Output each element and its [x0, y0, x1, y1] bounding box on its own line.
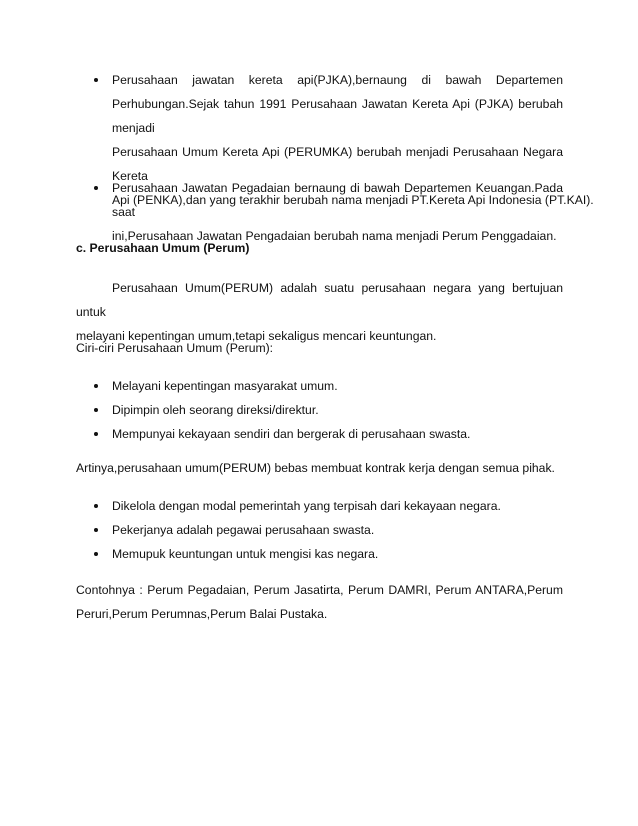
list-item: [76, 518, 563, 542]
list-item-text: Memupuk keuntungan untuk mengisi kas negara.: [112, 547, 379, 561]
list-item: [76, 542, 563, 566]
list-item-line: Perusahaan jawatan kereta api(PJKA),bernaung di bawah Departemen: [112, 73, 563, 87]
ciri-heading: Ciri-ciri Perusahaan Umum (Perum):: [76, 341, 274, 355]
bullet-icon: [94, 432, 98, 436]
list-item: [76, 494, 563, 518]
paragraph-line: Peruri,Perum Perumnas,Perum Balai Pustaka.: [76, 607, 328, 621]
ciri-list: [76, 374, 563, 446]
bullet-icon: [94, 186, 98, 190]
paragraph-line: Contohnya : Perum Pegadaian, Perum Jasatirta, Perum DAMRI, Perum ANTARA,Perum: [76, 583, 563, 597]
artinya-paragraph: Artinya,perusahaan umum(PERUM) bebas membuat kontrak kerja dengan semua pihak.: [76, 461, 555, 475]
list-item-text: Dikelola dengan modal pemerintah yang terpisah dari kekayaan negara.: [112, 499, 501, 513]
list-item-text: Pekerjanya adalah pegawai perusahaan swasta.: [112, 523, 375, 537]
artinya-list: [76, 494, 563, 566]
contoh-paragraph: [76, 578, 563, 626]
bullet-icon: [94, 408, 98, 412]
paragraph-line: melayani kepentingan umum,tetapi sekaligus mencari keuntungan.: [76, 329, 437, 343]
section-heading: c. Perusahaan Umum (Perum): [76, 241, 250, 255]
list-item: [76, 374, 563, 398]
list-item-text: Melayani kepentingan masyarakat umum.: [112, 379, 338, 393]
list-item-text: Mempunyai kekayaan sendiri dan bergerak di perusahaan swasta.: [112, 427, 471, 441]
list-item-line: Api (PENKA),dan yang terakhir berubah nama menjadi PT.Kereta Api Indonesia (PT.KAI).: [112, 193, 594, 207]
list-item-line: ini,Perusahaan Jawatan Pengadaian berubah nama menjadi Perum Penggadaian.: [112, 229, 557, 243]
paragraph-line: Perusahaan Umum(PERUM) adalah suatu perusahaan negara yang bertujuan untuk: [76, 281, 563, 319]
list-item: [76, 398, 563, 422]
list-item-text: Dipimpin oleh seorang direksi/direktur.: [112, 403, 319, 417]
bullet-icon: [94, 504, 98, 508]
bullet-icon: [94, 528, 98, 532]
bullet-icon: [94, 78, 98, 82]
bullet-icon: [94, 384, 98, 388]
list-item-line: Perusahaan Jawatan Pegadaian bernaung di bawah Departemen Keuangan.Pada saat: [112, 181, 563, 219]
list-item-line: Perhubungan.Sejak tahun 1991 Perusahaan Jawatan Kereta Api (PJKA) berubah menjadi: [112, 97, 563, 135]
list-item-line: Perusahaan Umum Kereta Api (PERUMKA) berubah menjadi Perusahaan Negara Kereta: [112, 145, 563, 183]
bullet-icon: [94, 552, 98, 556]
list-item: [76, 422, 563, 446]
